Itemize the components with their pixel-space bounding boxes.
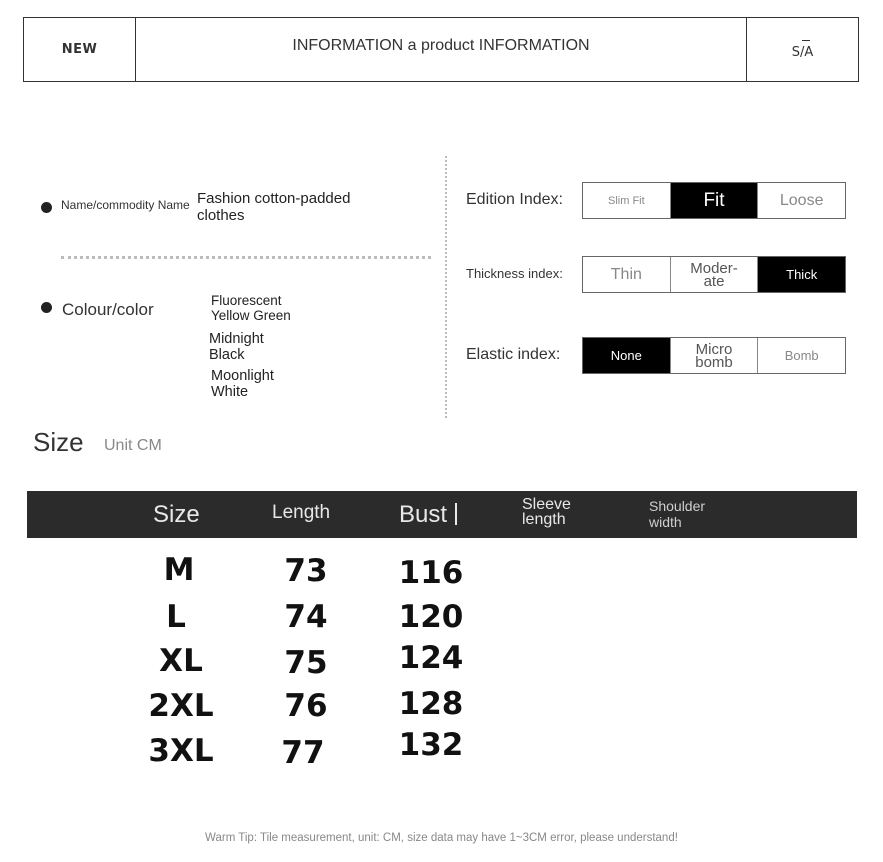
page-title: INFORMATION a product INFORMATION	[136, 18, 747, 81]
colour-option	[211, 368, 274, 400]
thickness-option-moderate: Moder- ate	[671, 257, 759, 292]
length-cell: 77	[281, 735, 325, 771]
length-cell: 73	[284, 553, 328, 589]
thickness-index-scale	[582, 256, 846, 293]
size-cell: M	[163, 552, 195, 588]
size-cell: 3XL	[148, 733, 214, 769]
size-unit-label: Unit CM	[104, 437, 162, 454]
bullet-dot-icon	[41, 202, 52, 213]
name-value	[197, 190, 350, 224]
size-section-title: Size	[33, 427, 84, 457]
sa-overline	[802, 40, 810, 41]
column-header-length: Length	[272, 502, 331, 523]
length-cell: 76	[284, 688, 328, 724]
thickness-index-label: Thickness index:	[466, 266, 563, 281]
name-label: Name/commodity Name	[61, 198, 190, 212]
bust-cell: 120	[398, 599, 464, 635]
column-header-bust: Bust	[399, 501, 448, 528]
edition-option-loose: Loose	[779, 191, 824, 209]
thickness-option-thick: Thick	[758, 257, 845, 292]
bust-cell: 132	[398, 727, 464, 763]
bust-cell: 124	[398, 640, 464, 676]
name-value-line1: Fashion cotton-padded	[197, 190, 351, 207]
new-label: NEW	[24, 18, 136, 81]
colour-line: Midnight	[209, 331, 264, 347]
header-banner	[23, 17, 859, 82]
elastic-option-none: None	[583, 338, 671, 373]
column-header-shoulder-width: Shoulder width	[649, 498, 706, 530]
sa-mark	[747, 18, 858, 81]
colour-label: Colour/color	[62, 300, 154, 319]
size-table-header	[27, 491, 857, 538]
thickness-option-thin: Thin	[583, 257, 671, 292]
warm-tip: Warm Tip: Tile measurement, unit: CM, size data may have 1~3CM error, please understand!	[205, 832, 678, 844]
size-cell: XL	[159, 643, 203, 679]
divider-dotted-horizontal	[61, 256, 431, 259]
colour-line: Fluorescent	[211, 293, 282, 308]
edition-index-scale	[582, 182, 846, 219]
elastic-option-micro-bomb: Micro bomb	[671, 338, 759, 373]
size-cell: L	[166, 599, 186, 635]
bust-cell: 128	[398, 686, 464, 722]
divider-dotted-vertical	[445, 156, 447, 418]
elastic-index-label: Elastic index:	[466, 346, 561, 363]
text-cursor	[455, 503, 457, 525]
colour-option	[209, 331, 264, 363]
sa-label: S/A	[791, 44, 814, 60]
colour-line: Black	[209, 347, 245, 363]
colour-line: Yellow Green	[211, 308, 291, 323]
column-header-size: Size	[153, 501, 200, 528]
elastic-index-scale	[582, 337, 846, 374]
edition-index-label: Edition Index:	[466, 191, 563, 208]
edition-option-slim-fit: Slim Fit	[583, 183, 671, 218]
edition-option-fit: Fit	[671, 183, 759, 218]
bust-cell: 116	[398, 555, 464, 591]
colour-line: White	[211, 384, 249, 400]
length-cell: 75	[284, 645, 328, 681]
colour-line: Moonlight	[211, 368, 274, 384]
column-header-sleeve-length: Sleeve length	[522, 496, 571, 528]
elastic-option-bomb: Bomb	[784, 348, 819, 363]
length-cell: 74	[284, 599, 328, 635]
bullet-dot-icon	[41, 302, 52, 313]
name-value-line2: clothes	[197, 207, 245, 224]
colour-option	[211, 293, 291, 323]
size-cell: 2XL	[148, 688, 214, 724]
